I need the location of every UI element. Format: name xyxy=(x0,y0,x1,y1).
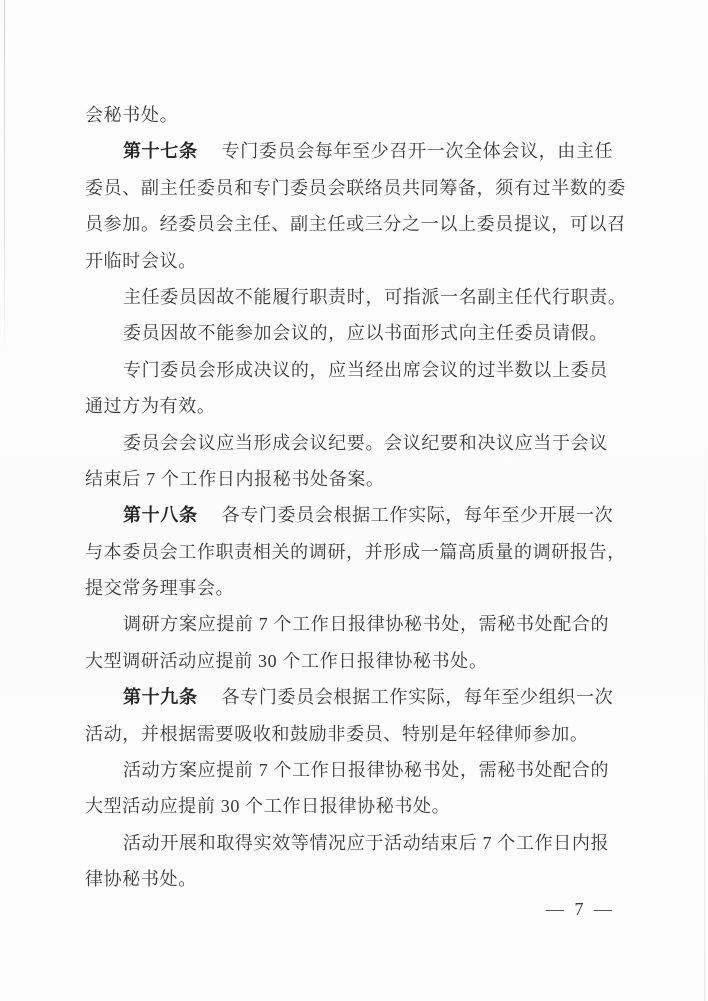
doc-line xyxy=(85,534,631,570)
doc-line xyxy=(85,243,631,279)
doc-line xyxy=(85,716,631,752)
doc-line xyxy=(85,97,631,133)
line-text: 调研方案应提前 7 个工作日报律协秘书处，需秘书处配合的 xyxy=(123,614,610,635)
page-number: — 7 — xyxy=(546,899,615,919)
line-text: 活动开展和取得实效等情况应于活动结束后 7 个工作日内报 xyxy=(123,832,610,853)
doc-line xyxy=(85,352,631,388)
doc-line xyxy=(85,570,631,606)
line-text: 结束后 7 个工作日内报秘书处备案。 xyxy=(85,468,385,489)
doc-line xyxy=(85,643,631,679)
article-number: 第十九条 xyxy=(123,687,198,708)
doc-line xyxy=(85,206,631,242)
doc-line xyxy=(85,315,631,351)
line-text: 各专门委员会根据工作实际，每年至少组织一次 xyxy=(221,687,614,708)
doc-line xyxy=(85,788,631,824)
article-number: 第十八条 xyxy=(123,505,198,526)
document-body xyxy=(85,97,631,898)
line-text: 主任委员因故不能履行职责时，可指派一名副主任代行职责。 xyxy=(123,286,627,307)
doc-line xyxy=(85,279,631,315)
doc-line xyxy=(85,752,631,788)
doc-line xyxy=(85,170,631,206)
line-text: 活动方案应提前 7 个工作日报律协秘书处，需秘书处配合的 xyxy=(123,760,610,781)
line-text: 开临时会议。 xyxy=(85,250,197,271)
line-text: 专门委员会每年至少召开一次全体会议，由主任 xyxy=(221,141,614,162)
doc-line-article-18 xyxy=(85,497,631,533)
scan-edge-line-right xyxy=(704,430,705,1001)
doc-line-article-17 xyxy=(85,133,631,169)
line-text: 与本委员会工作职责相关的调研，并形成一篇高质量的调研报告， xyxy=(85,541,626,562)
doc-line xyxy=(85,425,631,461)
line-text: 委员会会议应当形成会议纪要。会议纪要和决议应当于会议 xyxy=(123,432,608,453)
line-text: 专门委员会形成决议的，应当经出席会议的过半数以上委员 xyxy=(123,359,608,380)
doc-line xyxy=(85,461,631,497)
line-text: 各专门委员会根据工作实际，每年至少开展一次 xyxy=(221,505,614,526)
doc-line xyxy=(85,825,631,861)
line-text: 委员、副主任委员和专门委员会联络员共同筹备，须有过半数的委 xyxy=(85,177,626,198)
line-text: 委员因故不能参加会议的，应以书面形式向主任委员请假。 xyxy=(123,323,608,344)
doc-line xyxy=(85,388,631,424)
line-text: 员参加。经委员会主任、副主任或三分之一以上委员提议，可以召 xyxy=(85,214,626,235)
line-text: 提交常务理事会。 xyxy=(85,578,235,599)
line-text: 大型调研活动应提前 30 个工作日报律协秘书处。 xyxy=(85,650,488,671)
line-text: 会秘书处。 xyxy=(85,105,179,125)
scan-edge-line-left xyxy=(4,0,5,358)
line-text: 活动，并根据需要吸收和鼓励非委员、特别是年轻律师参加。 xyxy=(85,723,589,744)
doc-line xyxy=(85,606,631,642)
line-text: 大型活动应提前 30 个工作日报律协秘书处。 xyxy=(85,796,451,817)
article-number: 第十七条 xyxy=(123,141,198,162)
line-text: 通过方为有效。 xyxy=(85,396,216,417)
doc-line-article-19 xyxy=(85,679,631,715)
line-text: 律协秘书处。 xyxy=(85,869,197,890)
